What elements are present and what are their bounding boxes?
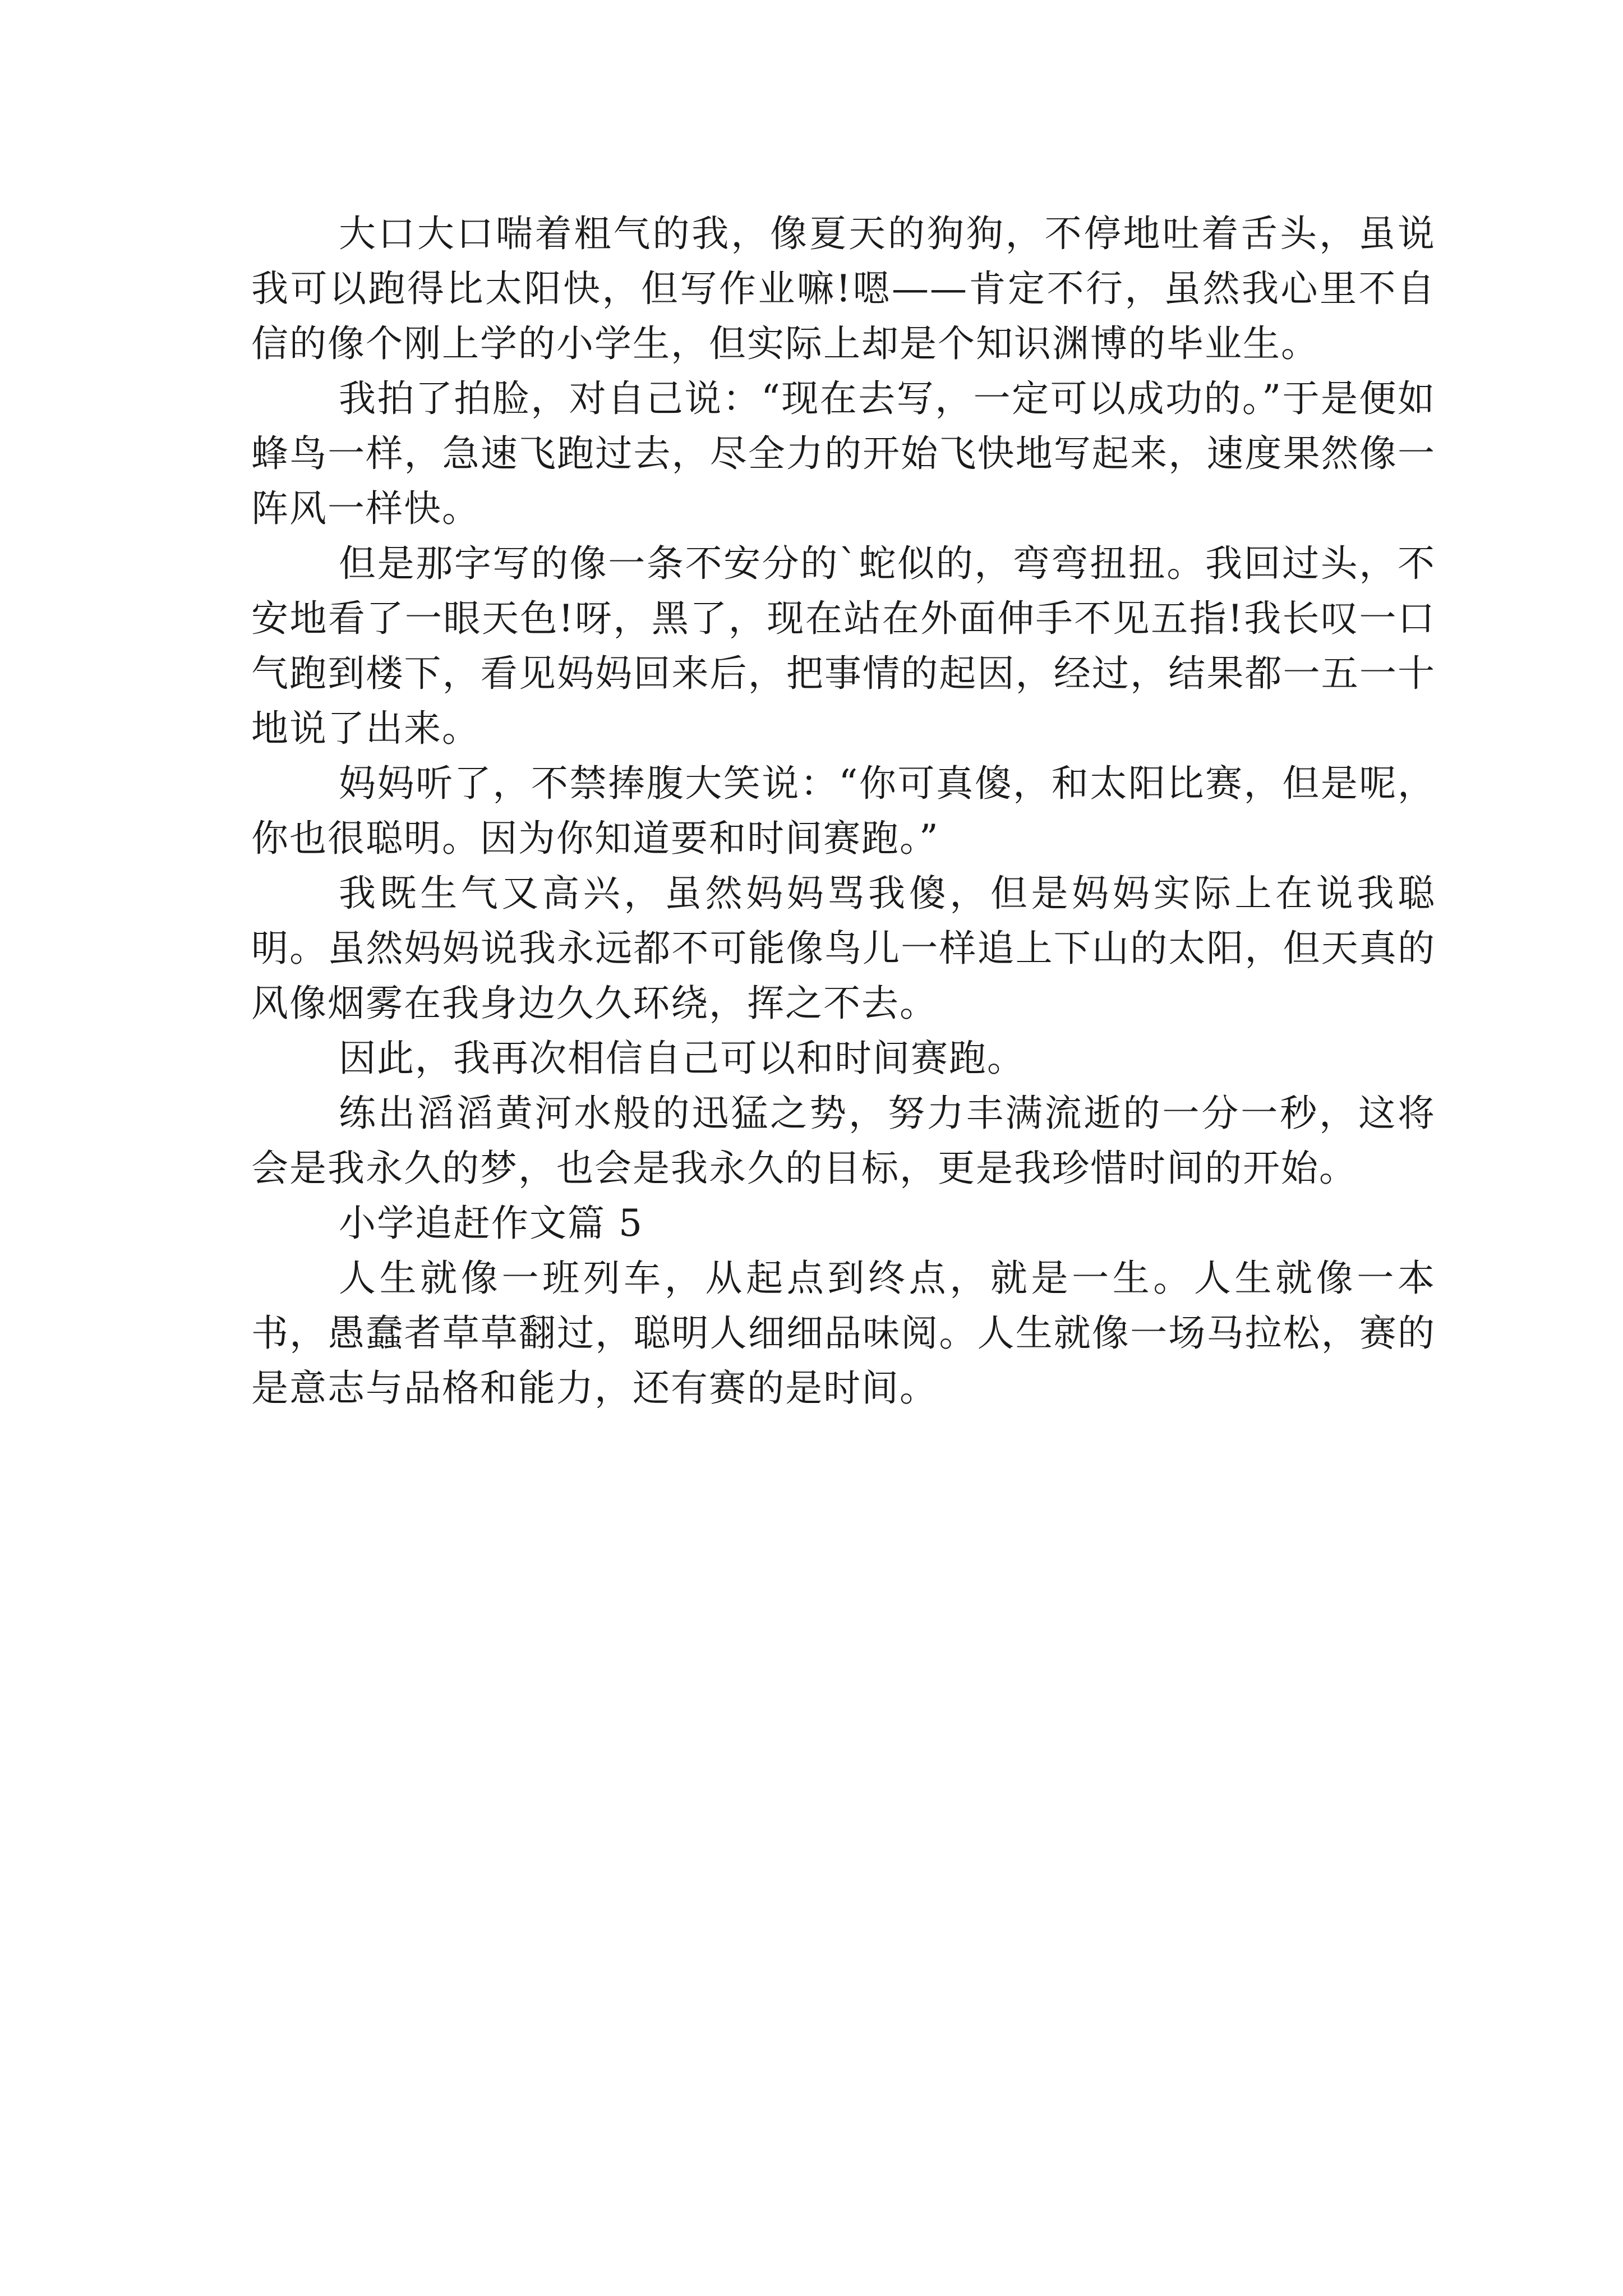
paragraph-4: 妈妈听了，不禁捧腹大笑说：“你可真傻，和太阳比赛，但是呢，你也很聪明。因为你知道要和时间赛跑。” — [251, 762, 1436, 860]
paragraph-3: 但是那字写的像一条不安分的`蛇似的，弯弯扭扭。我回过头，不安地看了一眼天色!呀，黑了，现在站在外面伸手不见五指!我长叹一口气跑到楼下，看见妈妈回来后，把事情的起因，经过，结果都一五一十地说了出来。 — [251, 542, 1436, 750]
paragraph-5: 我既生气又高兴，虽然妈妈骂我傻，但是妈妈实际上在说我聪明。虽然妈妈说我永远都不可能像鸟儿一样追上下山的太阳，但天真的风像烟雾在我身边久久环绕，挥之不去。 — [251, 872, 1436, 1025]
paragraph-6: 因此，我再次相信自己可以和时间赛跑。 — [339, 1037, 1025, 1080]
paragraph-7: 练出滔滔黄河水般的迅猛之势，努力丰满流逝的一分一秒，这将会是我永久的梦，也会是我永久的目标，更是我珍惜时间的开始。 — [251, 1092, 1436, 1190]
section-heading: 小学追赶作文篇 5 — [339, 1202, 643, 1245]
document-body — [251, 206, 1436, 1416]
paragraph-1: 大口大口喘着粗气的我，像夏天的狗狗，不停地吐着舌头，虽说我可以跑得比太阳快，但写作业嘛!嗯——肯定不行，虽然我心里不自信的像个刚上学的小学生，但实际上却是个知识渊博的毕业生。 — [251, 212, 1436, 365]
paragraph-8: 人生就像一班列车，从起点到终点，就是一生。人生就像一本书，愚蠢者草草翻过，聪明人细细品味阅。人生就像一场马拉松，赛的是意志与品格和能力，还有赛的是时间。 — [251, 1257, 1436, 1410]
paragraph-2: 我拍了拍脸，对自己说：“现在去写，一定可以成功的。”于是便如蜂鸟一样，急速飞跑过去，尽全力的开始飞快地写起来，速度果然像一阵风一样快。 — [251, 377, 1436, 530]
